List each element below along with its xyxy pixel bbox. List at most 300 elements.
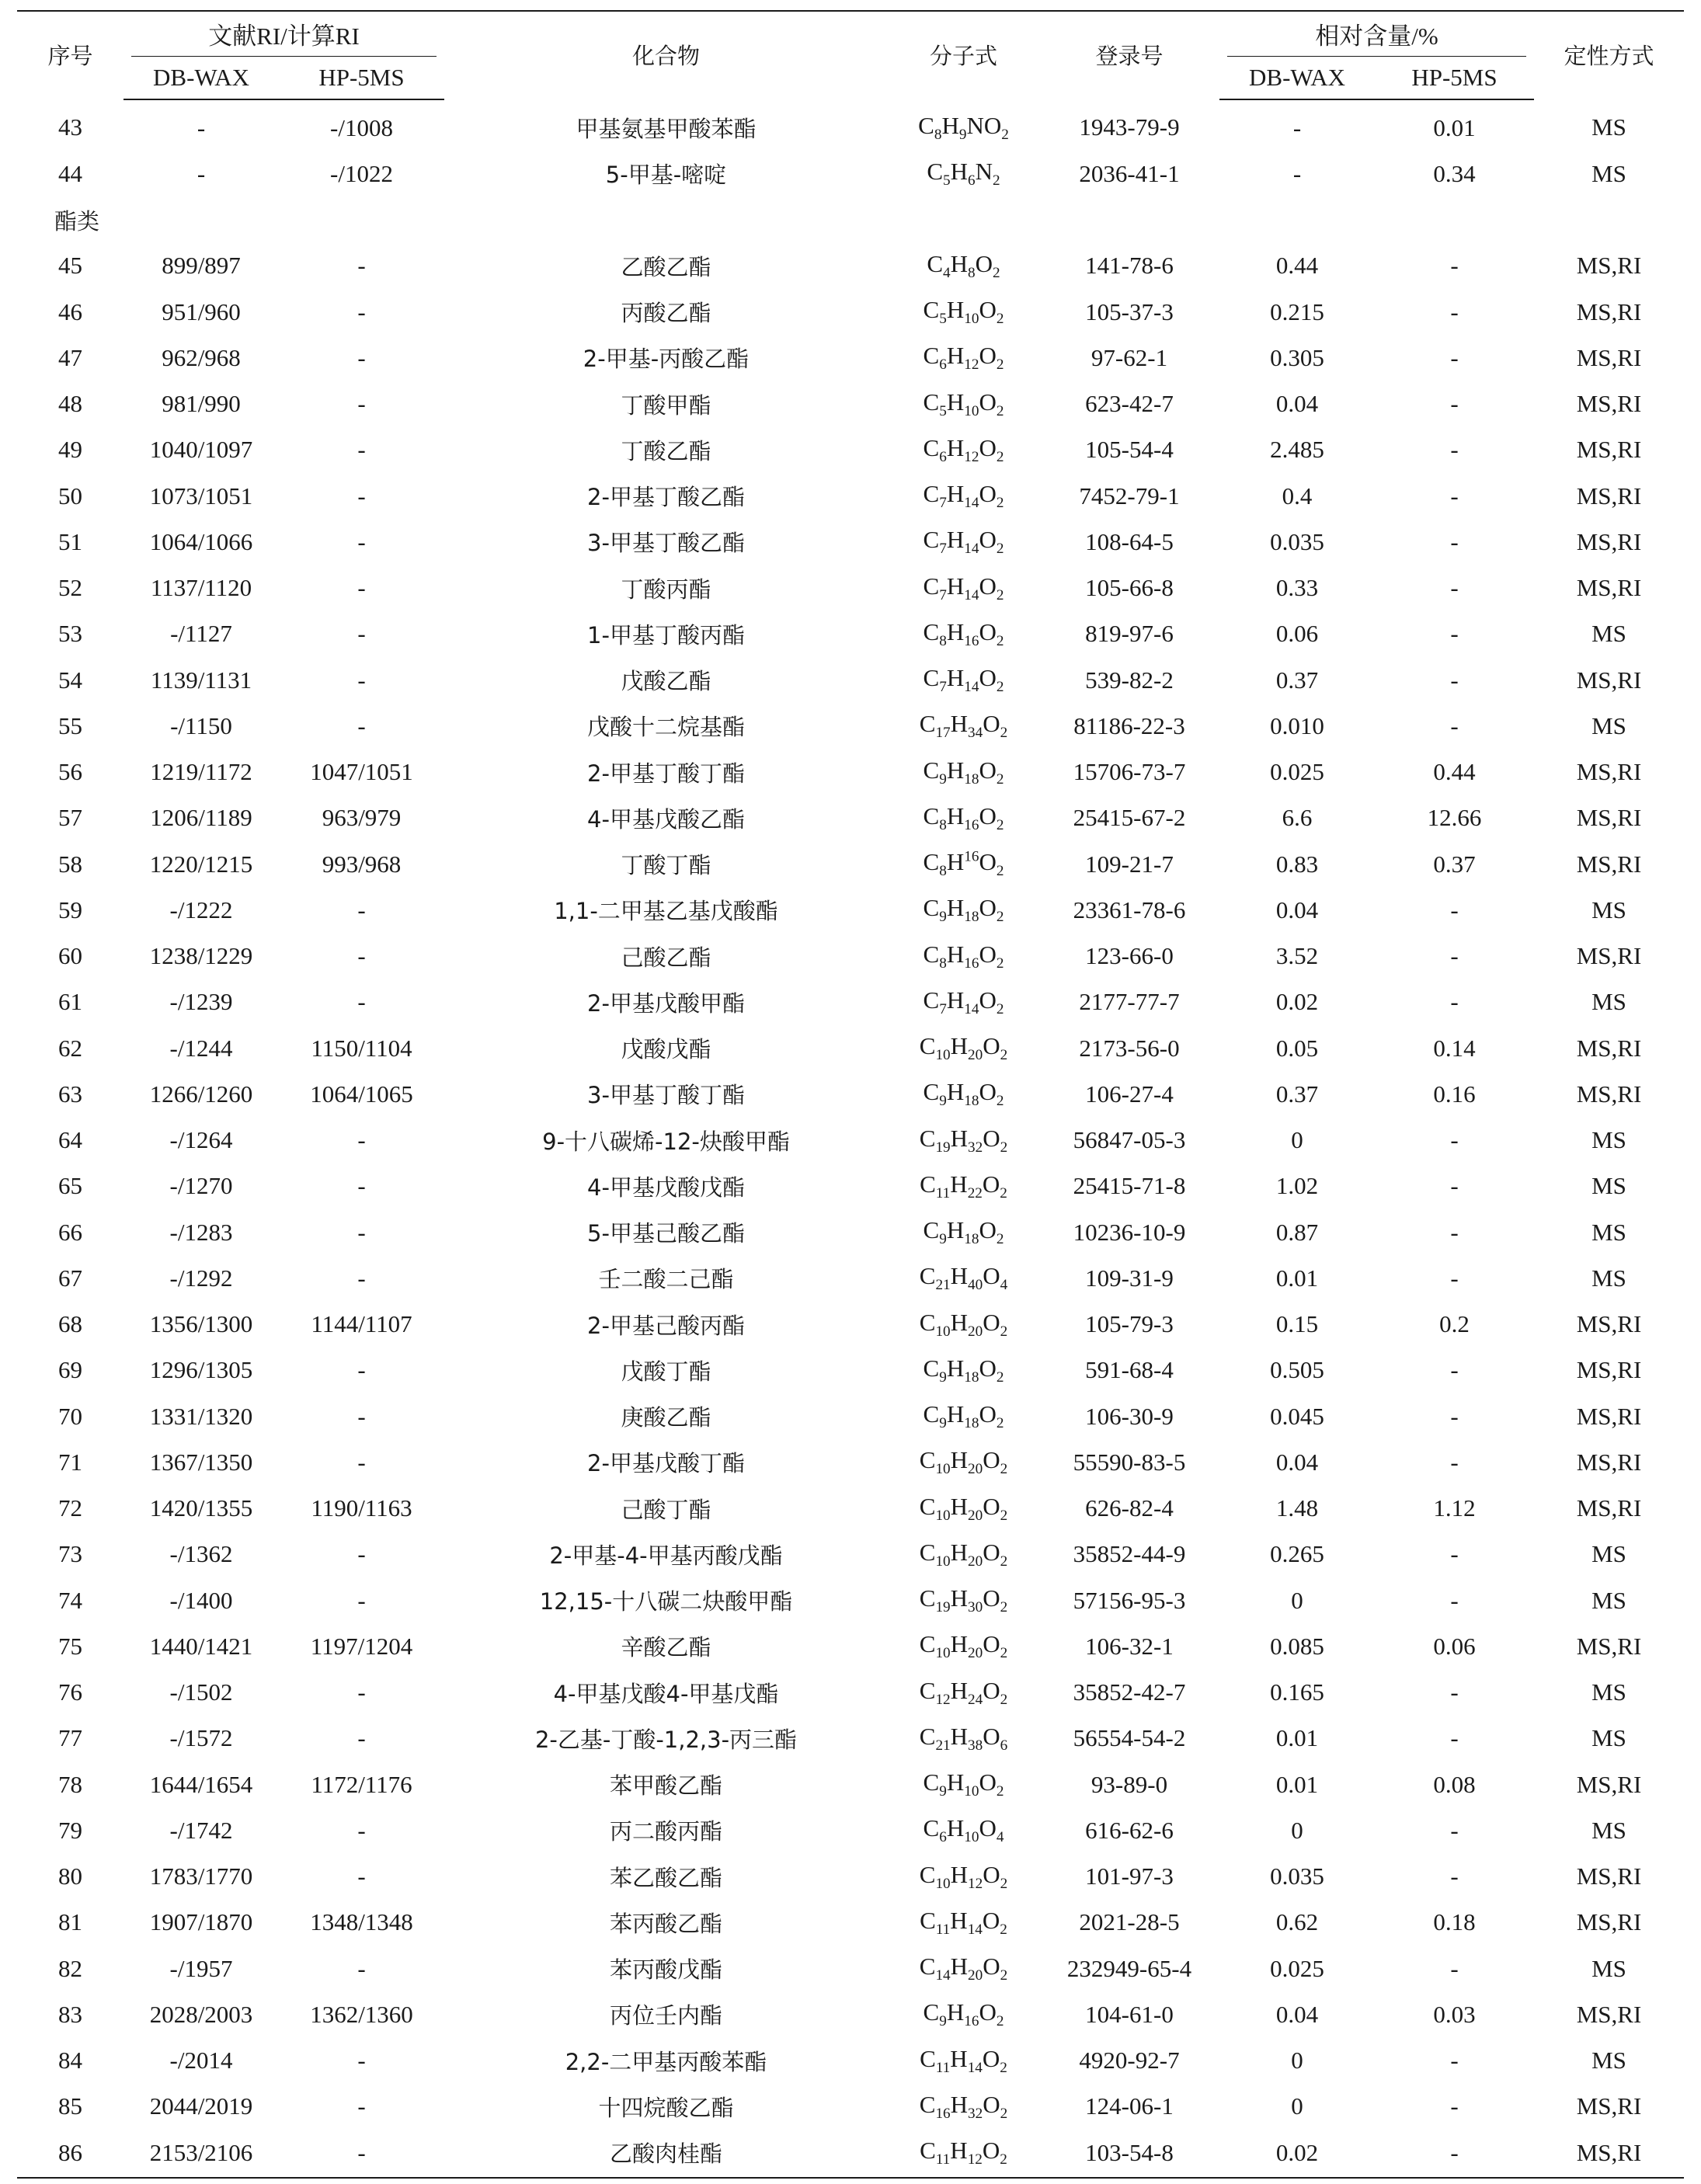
cell-ri-hp-5ms: - [357, 1402, 366, 1430]
cell-method: MS [1591, 1724, 1626, 1752]
cell-formula: $C_{14}H_{20}O_2$ [919, 1953, 1008, 1984]
table-row [17, 934, 1684, 979]
cell-compound: 辛酸乙酯 [621, 1634, 711, 1661]
cell-ri-hp-5ms: - [357, 252, 366, 280]
table-row [17, 611, 1684, 657]
cell-compound: 2,2-二甲基丙酸苯酯 [565, 2048, 767, 2075]
cell-compound: 4-甲基戊酸4-甲基戊酯 [553, 1680, 779, 1707]
cell-content-db-wax: 0.02 [1275, 2138, 1319, 2166]
cell-content-hp-5ms: - [1450, 482, 1459, 509]
cell-ri-hp-5ms: -/1008 [330, 113, 393, 141]
cell-cas: 7452-79-1 [1079, 482, 1180, 509]
cell-seq: 78 [58, 1770, 82, 1798]
cell-method: MS,RI [1576, 1862, 1642, 1890]
cell-cas: 109-31-9 [1085, 1264, 1174, 1292]
table-header [17, 10, 1684, 99]
cell-content-hp-5ms: 0.06 [1433, 1632, 1476, 1660]
cell-formula: $C_{19}H_{32}O_2$ [919, 1124, 1008, 1156]
cell-compound: 己酸乙酯 [621, 944, 711, 971]
cell-content-db-wax: 0.265 [1270, 1540, 1324, 1568]
cell-content-db-wax: 2.485 [1270, 436, 1324, 464]
table-row [17, 1393, 1684, 1439]
table-row [17, 1255, 1684, 1301]
table-row [17, 243, 1684, 289]
table-row [17, 1486, 1684, 1532]
cell-compound: 甲基氨基甲酸苯酯 [576, 115, 757, 142]
cell-ri-hp-5ms: - [357, 1678, 366, 1706]
cell-formula: $C_8H_{16}O_2$ [923, 940, 1004, 972]
cell-compound: 丁酸乙酯 [621, 437, 711, 464]
cell-cas: 2173-56-0 [1079, 1034, 1180, 1062]
table-bottom-rule [17, 2177, 1684, 2179]
header-content-group: 相对含量/% [1219, 10, 1534, 57]
cell-ri-db-wax: 899/897 [162, 252, 241, 280]
cell-cas: 103-54-8 [1085, 2138, 1174, 2166]
cell-ri-hp-5ms: 1190/1163 [311, 1494, 412, 1522]
cell-content-db-wax: 0 [1291, 2047, 1303, 2074]
cell-formula: $C_{10}H_{20}O_2$ [919, 1538, 1008, 1570]
cell-cas: 591-68-4 [1085, 1356, 1174, 1384]
cell-ri-hp-5ms: 1362/1360 [310, 2000, 413, 2028]
cell-content-hp-5ms: - [1450, 1356, 1459, 1384]
cell-seq: 49 [58, 436, 82, 464]
cell-seq: 52 [58, 574, 82, 602]
cell-cas: 25415-71-8 [1073, 1172, 1186, 1200]
cell-content-hp-5ms: - [1450, 252, 1459, 280]
table-row [17, 2038, 1684, 2084]
cell-seq: 82 [58, 1954, 82, 1982]
cell-compound: 3-甲基丁酸乙酯 [587, 530, 745, 557]
cell-formula: $C_5H_{10}O_2$ [923, 296, 1004, 328]
header-ri-hp-5ms: HP-5MS [279, 57, 444, 99]
cell-ri-db-wax: 962/968 [162, 343, 241, 371]
cell-cas: 105-37-3 [1085, 297, 1174, 325]
cell-compound: 丁酸甲酯 [621, 391, 711, 419]
cell-content-db-wax: 0.37 [1275, 666, 1319, 694]
cell-ri-hp-5ms: - [357, 988, 366, 1016]
cell-method: MS,RI [1576, 1448, 1642, 1476]
cell-seq: 75 [58, 1632, 82, 1660]
cell-ri-hp-5ms: 1197/1204 [310, 1632, 413, 1660]
cell-formula: $C_6H_{12}O_2$ [923, 433, 1004, 465]
cell-content-db-wax: 0.83 [1275, 850, 1319, 878]
header-compound: 化合物 [631, 43, 700, 69]
cell-content-hp-5ms: - [1450, 297, 1459, 325]
cell-content-hp-5ms: - [1450, 1816, 1459, 1844]
cell-seq: 69 [58, 1356, 82, 1384]
cell-method: MS [1591, 1586, 1626, 1614]
cell-ri-db-wax: -/1222 [169, 896, 233, 923]
table-row [17, 795, 1684, 841]
cell-ri-db-wax: 1220/1215 [149, 850, 253, 878]
cell-seq: 80 [58, 1862, 82, 1890]
cell-method: MS,RI [1576, 1494, 1642, 1522]
cell-compound: 2-甲基丁酸丁酯 [587, 760, 745, 787]
cell-content-db-wax: 0.305 [1270, 343, 1324, 371]
cell-ri-db-wax: -/1292 [169, 1264, 233, 1292]
cell-content-hp-5ms: - [1450, 1402, 1459, 1430]
cell-seq: 66 [58, 1218, 82, 1246]
cell-ri-hp-5ms: - [357, 482, 366, 509]
cell-cas: 106-30-9 [1085, 1402, 1174, 1430]
section-row [17, 197, 1684, 243]
cell-ri-db-wax: 1356/1300 [149, 1310, 253, 1338]
cell-formula: $C_8H_{16}O_2$ [923, 802, 1004, 833]
cell-content-db-wax: 0.04 [1275, 1448, 1319, 1476]
cell-content-hp-5ms: 0.2 [1439, 1310, 1470, 1338]
cell-formula: $C_5H_{10}O_2$ [923, 388, 1004, 419]
cell-seq: 56 [58, 758, 82, 786]
cell-formula: $C_7H_{14}O_2$ [923, 480, 1004, 512]
header-method: 定性方式 [1564, 43, 1654, 69]
cell-content-db-wax: 0.035 [1270, 527, 1324, 555]
cell-cas: 105-79-3 [1085, 1310, 1174, 1338]
cell-content-db-wax: 0.215 [1270, 297, 1324, 325]
cell-compound: 苯丙酸戊酯 [609, 1956, 722, 1984]
cell-method: MS [1591, 620, 1626, 648]
cell-seq: 81 [58, 1908, 82, 1936]
cell-ri-db-wax: 1266/1260 [149, 1080, 253, 1108]
cell-ri-db-wax: - [197, 113, 206, 141]
cell-content-hp-5ms: - [1450, 1172, 1459, 1200]
cell-ri-db-wax: 1440/1421 [149, 1632, 253, 1660]
cell-content-hp-5ms: - [1450, 574, 1459, 602]
cell-content-hp-5ms: - [1450, 1586, 1459, 1614]
table-row [17, 1439, 1684, 1485]
cell-ri-hp-5ms: - [357, 2138, 366, 2166]
cell-compound: 丁酸丙酯 [621, 576, 711, 603]
cell-cas: 55590-83-5 [1073, 1448, 1186, 1476]
cell-compound: 己酸丁酯 [621, 1496, 711, 1523]
cell-formula: $C_8H^{16}O_2$ [923, 848, 1004, 880]
cell-seq: 51 [58, 527, 82, 555]
cell-ri-hp-5ms: 1064/1065 [310, 1080, 413, 1108]
cell-ri-db-wax: -/1362 [169, 1540, 233, 1568]
cell-method: MS,RI [1576, 574, 1642, 602]
cell-cas: 1943-79-9 [1079, 113, 1180, 141]
cell-compound: 3-甲基丁酸丁酯 [587, 1082, 745, 1109]
table-row [17, 1532, 1684, 1577]
table-row [17, 335, 1684, 381]
cell-method: MS,RI [1576, 666, 1642, 694]
cell-compound: 戊酸十二烷基酯 [586, 714, 745, 741]
table-row [17, 289, 1684, 335]
cell-ri-db-wax: 1139/1131 [150, 666, 252, 694]
cell-ri-hp-5ms: - [357, 666, 366, 694]
cell-method: MS,RI [1576, 2138, 1642, 2166]
table-row [17, 1946, 1684, 1991]
header-ri-group: 文献RI/计算RI [123, 10, 444, 57]
cell-formula: $C_{16}H_{32}O_2$ [919, 2090, 1008, 2122]
table-row [17, 1025, 1684, 1071]
table-row [17, 99, 1684, 151]
cell-content-db-wax: 0.06 [1275, 620, 1319, 648]
cell-content-db-wax: 0 [1291, 1816, 1303, 1844]
cell-ri-db-wax: 1064/1066 [149, 527, 253, 555]
cell-compound: 2-甲基戊酸丁酯 [587, 1450, 745, 1477]
cell-cas: 623-42-7 [1085, 390, 1174, 418]
cell-content-hp-5ms: - [1450, 527, 1459, 555]
cell-ri-db-wax: -/1400 [169, 1586, 233, 1614]
cell-formula: $C_9H_{18}O_2$ [923, 1400, 1004, 1432]
cell-ri-hp-5ms: - [357, 1448, 366, 1476]
table-row [17, 427, 1684, 473]
cell-compound: 1-甲基丁酸丙酯 [587, 621, 745, 649]
cell-ri-hp-5ms: - [357, 1724, 366, 1752]
cell-seq: 70 [58, 1402, 82, 1430]
cell-cas: 35852-44-9 [1073, 1540, 1186, 1568]
cell-seq: 55 [58, 711, 82, 739]
cell-cas: 106-27-4 [1085, 1080, 1174, 1108]
cell-compound: 2-甲基己酸丙酯 [587, 1312, 745, 1339]
cell-compound: 戊酸丁酯 [621, 1358, 711, 1385]
cell-method: MS,RI [1576, 2092, 1642, 2120]
cell-content-db-wax: 0.045 [1270, 1402, 1324, 1430]
table-row [17, 1623, 1684, 1669]
cell-content-hp-5ms: 0.08 [1433, 1770, 1476, 1798]
cell-ri-hp-5ms: - [357, 1172, 366, 1200]
cell-ri-hp-5ms: - [357, 620, 366, 648]
cell-ri-db-wax: 2044/2019 [149, 2092, 253, 2120]
cell-seq: 85 [58, 2092, 82, 2120]
cell-cas: 97-62-1 [1091, 343, 1168, 371]
cell-content-hp-5ms: - [1450, 436, 1459, 464]
table-row [17, 1577, 1684, 1623]
cell-content-hp-5ms: - [1450, 1678, 1459, 1706]
cell-ri-db-wax: -/1283 [169, 1218, 233, 1246]
cell-ri-db-wax: -/1244 [169, 1034, 233, 1062]
cell-seq: 79 [58, 1816, 82, 1844]
cell-formula: $C_7H_{14}O_2$ [923, 572, 1004, 603]
cell-formula: $C_{10}H_{12}O_2$ [919, 1860, 1008, 1892]
table-row [17, 2130, 1684, 2175]
cell-compound: 4-甲基戊酸乙酯 [587, 805, 745, 833]
cell-seq: 84 [58, 2047, 82, 2074]
cell-formula: $C_{10}H_{20}O_2$ [919, 1630, 1008, 1662]
table-row [17, 1716, 1684, 1761]
header-cas: 登录号 [1095, 43, 1164, 69]
cell-formula: $C_{21}H_{38}O_6$ [919, 1722, 1008, 1754]
cell-ri-db-wax: 1137/1120 [150, 574, 252, 602]
cell-cas: 539-82-2 [1085, 666, 1174, 694]
cell-ri-db-wax: 1296/1305 [149, 1356, 253, 1384]
cell-seq: 65 [58, 1172, 82, 1200]
table-row [17, 381, 1684, 427]
cell-content-hp-5ms: 0.01 [1433, 113, 1476, 141]
cell-method: MS,RI [1576, 942, 1642, 970]
table-row [17, 1991, 1684, 2037]
cell-seq: 59 [58, 896, 82, 923]
cell-ri-hp-5ms: - [357, 343, 366, 371]
cell-ri-db-wax: -/1572 [169, 1724, 233, 1752]
cell-method: MS [1591, 1954, 1626, 1982]
cell-method: MS,RI [1576, 850, 1642, 878]
cell-content-db-wax: 3.52 [1275, 942, 1319, 970]
table-row [17, 2084, 1684, 2130]
cell-content-hp-5ms: 0.14 [1433, 1034, 1476, 1062]
cell-ri-hp-5ms: - [357, 1540, 366, 1568]
cell-cas: 2021-28-5 [1079, 1908, 1180, 1936]
cell-ri-hp-5ms: 1144/1107 [311, 1310, 412, 1338]
cell-cas: 56847-05-3 [1073, 1126, 1186, 1154]
cell-ri-hp-5ms: - [357, 1816, 366, 1844]
table-row [17, 1302, 1684, 1348]
table-row [17, 1900, 1684, 1946]
cell-compound: 丙位壬内酯 [609, 2002, 722, 2029]
cell-content-db-wax: 0 [1291, 1126, 1303, 1154]
cell-cas: 10236-10-9 [1073, 1218, 1186, 1246]
cell-ri-db-wax: 1644/1654 [149, 1770, 253, 1798]
cell-content-hp-5ms: 12.66 [1427, 804, 1482, 832]
header-content-hp-5ms: HP-5MS [1375, 57, 1534, 99]
table-row [17, 565, 1684, 611]
cell-content-db-wax: 0.505 [1270, 1356, 1324, 1384]
compound-table [17, 10, 1684, 2175]
cell-method: MS,RI [1576, 1356, 1642, 1384]
cell-content-hp-5ms: - [1450, 620, 1459, 648]
table-row [17, 1118, 1684, 1163]
cell-content-hp-5ms: - [1450, 1862, 1459, 1890]
cell-cas: 93-89-0 [1091, 1770, 1168, 1798]
cell-method: MS [1591, 159, 1626, 187]
cell-content-db-wax: 0.025 [1270, 758, 1324, 786]
cell-method: MS,RI [1576, 1034, 1642, 1062]
cell-method: MS,RI [1576, 1402, 1642, 1430]
cell-method: MS,RI [1576, 1080, 1642, 1108]
cell-content-hp-5ms: - [1450, 2047, 1459, 2074]
cell-cas: 15706-73-7 [1073, 758, 1186, 786]
cell-ri-db-wax: 2153/2106 [149, 2138, 253, 2166]
cell-ri-hp-5ms: - [357, 942, 366, 970]
cell-content-hp-5ms: - [1450, 1126, 1459, 1154]
cell-compound: 4-甲基戊酸戊酯 [587, 1174, 745, 1201]
cell-ri-hp-5ms: 1150/1104 [311, 1034, 412, 1062]
cell-ri-db-wax: 1420/1355 [149, 1494, 253, 1522]
data-table-container [17, 10, 1684, 2175]
cell-content-hp-5ms: - [1450, 390, 1459, 418]
cell-compound: 2-甲基-4-甲基丙酸戊酯 [549, 1542, 783, 1569]
cell-ri-hp-5ms: - [357, 1126, 366, 1154]
cell-content-db-wax: 0.010 [1270, 711, 1324, 739]
cell-formula: $C_5H_6N_2$ [927, 158, 1000, 190]
table-row [17, 841, 1684, 887]
cell-seq: 47 [58, 343, 82, 371]
cell-formula: $C_9H_{18}O_2$ [923, 1216, 1004, 1248]
cell-content-db-wax: 0.035 [1270, 1862, 1324, 1890]
cell-method: MS,RI [1576, 1310, 1642, 1338]
cell-seq: 48 [58, 390, 82, 418]
cell-cas: 819-97-6 [1085, 620, 1174, 648]
cell-seq: 74 [58, 1586, 82, 1614]
table-row [17, 749, 1684, 795]
cell-ri-db-wax: 1206/1189 [150, 804, 252, 832]
cell-content-db-wax: 0 [1291, 2092, 1303, 2120]
cell-formula: $C_6H_{10}O_4$ [923, 1814, 1004, 1846]
cell-content-db-wax: 0.4 [1282, 482, 1313, 509]
cell-method: MS,RI [1576, 1632, 1642, 1660]
cell-compound: 9-十八碳烯-12-炔酸甲酯 [542, 1128, 790, 1155]
cell-ri-hp-5ms: - [357, 1586, 366, 1614]
cell-ri-db-wax: 1907/1870 [149, 1908, 253, 1936]
cell-seq: 72 [58, 1494, 82, 1522]
table-row [17, 703, 1684, 749]
cell-compound: 丙酸乙酯 [621, 300, 711, 327]
cell-compound: 丁酸丁酯 [621, 852, 711, 879]
cell-compound: 乙酸肉桂酯 [609, 2141, 722, 2168]
cell-content-hp-5ms: 1.12 [1433, 1494, 1476, 1522]
cell-method: MS,RI [1576, 758, 1642, 786]
cell-content-hp-5ms: - [1450, 1540, 1459, 1568]
cell-content-hp-5ms: - [1450, 666, 1459, 694]
cell-compound: 苯甲酸乙酯 [609, 1772, 722, 1800]
cell-content-db-wax: 0.025 [1270, 1954, 1324, 1982]
cell-cas: 616-62-6 [1085, 1816, 1174, 1844]
cell-formula: $C_{10}H_{20}O_2$ [919, 1032, 1008, 1064]
cell-content-db-wax: 0.04 [1275, 896, 1319, 923]
cell-formula: $C_{10}H_{20}O_2$ [919, 1308, 1008, 1340]
cell-content-hp-5ms: 0.03 [1433, 2000, 1476, 2028]
cell-ri-hp-5ms: - [357, 2047, 366, 2074]
cell-ri-hp-5ms: - [357, 390, 366, 418]
cell-cas: 101-97-3 [1085, 1862, 1174, 1890]
cell-formula: $C_9H_{18}O_2$ [923, 756, 1004, 788]
cell-compound: 1,1-二甲基乙基戊酸酯 [554, 898, 778, 925]
cell-ri-db-wax: 1073/1051 [149, 482, 253, 509]
cell-compound: 壬二酸二己酯 [598, 1266, 734, 1293]
cell-formula: $C_{10}H_{20}O_2$ [919, 1446, 1008, 1478]
cell-content-db-wax: 0 [1291, 1586, 1303, 1614]
cell-compound: 乙酸乙酯 [621, 253, 711, 280]
cell-content-hp-5ms: - [1450, 2138, 1459, 2166]
table-body [17, 99, 1684, 2175]
cell-cas: 57156-95-3 [1073, 1586, 1186, 1614]
cell-compound: 5-甲基己酸乙酯 [587, 1220, 745, 1247]
cell-method: MS [1591, 113, 1626, 141]
header-ri-db-wax: DB-WAX [123, 57, 279, 99]
cell-seq: 60 [58, 942, 82, 970]
cell-seq: 57 [58, 804, 82, 832]
cell-cas: 141-78-6 [1085, 252, 1174, 280]
cell-ri-db-wax: 1331/1320 [149, 1402, 253, 1430]
cell-cas: 56554-54-2 [1073, 1724, 1186, 1752]
cell-formula: $C_{11}H_{22}O_2$ [920, 1170, 1007, 1202]
cell-method: MS [1591, 1218, 1626, 1246]
cell-method: MS [1591, 1126, 1626, 1154]
cell-formula: $C_{19}H_{30}O_2$ [919, 1584, 1008, 1616]
cell-cas: 23361-78-6 [1073, 896, 1186, 923]
cell-formula: $C_8H_9NO_2$ [918, 111, 1009, 143]
cell-method: MS [1591, 1678, 1626, 1706]
table-row [17, 887, 1684, 933]
cell-seq: 86 [58, 2138, 82, 2166]
cell-seq: 63 [58, 1080, 82, 1108]
cell-cas: 81186-22-3 [1073, 711, 1185, 739]
cell-method: MS,RI [1576, 527, 1642, 555]
cell-method: MS,RI [1576, 1908, 1642, 1936]
cell-seq: 76 [58, 1678, 82, 1706]
cell-seq: 46 [58, 297, 82, 325]
cell-formula: $C_{12}H_{24}O_2$ [919, 1676, 1008, 1708]
cell-formula: $C_9H_{18}O_2$ [923, 1078, 1004, 1110]
cell-method: MS [1591, 1540, 1626, 1568]
cell-ri-db-wax: 2028/2003 [149, 2000, 253, 2028]
cell-ri-db-wax: -/1150 [170, 711, 232, 739]
cell-seq: 77 [58, 1724, 82, 1752]
cell-compound: 十四烷酸乙酯 [598, 2094, 734, 2121]
cell-content-hp-5ms: - [1450, 1448, 1459, 1476]
cell-content-hp-5ms: - [1450, 2092, 1459, 2120]
cell-content-db-wax: 0.33 [1275, 574, 1319, 602]
